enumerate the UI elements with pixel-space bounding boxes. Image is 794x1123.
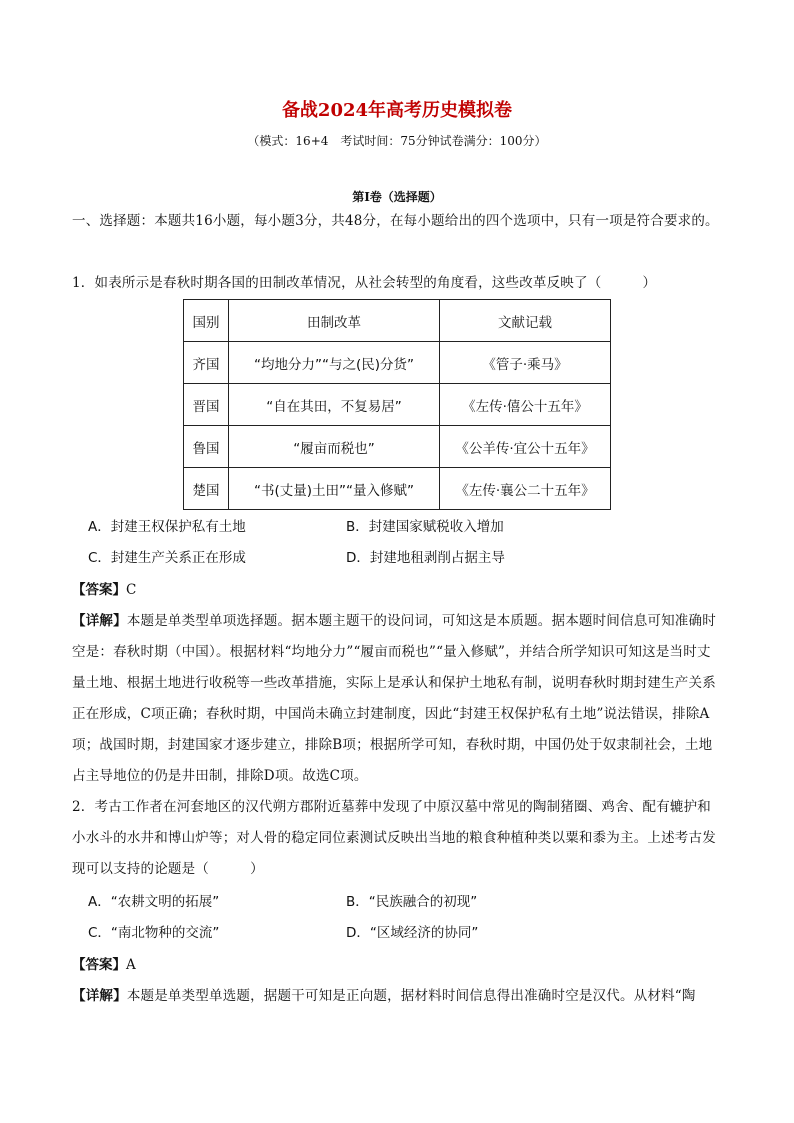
detail-label: 【详解】: [72, 613, 127, 629]
answer-label: 【答案】: [72, 957, 126, 973]
option-d[interactable]: D．封建地租剥削占据主导: [346, 550, 505, 566]
answer-value: C: [126, 582, 137, 598]
detail-text: 本题是单类型单选题，据题干可知是正向题，据材料时间信息得出准确时空是汉代。从材料“陶: [126, 988, 696, 1004]
exam-subtitle: （模式：16+4 考试时间：75分钟试卷满分：100分）: [247, 134, 547, 148]
table-header-cell: 文献记载: [440, 300, 611, 342]
option-b[interactable]: B．“民族融合的初现”: [346, 894, 478, 910]
exam-title: 备战2024年高考历史模拟卷: [281, 100, 513, 121]
section-instructions: 一、选择题：本题共16小题，每小题3分，共48分，在每小题给出的四个选项中，只有一项是符合要求的。: [72, 213, 719, 229]
table-cell: “均地分力”“与之(民)分货”: [229, 342, 440, 384]
section-title: 第I卷（选择题）: [352, 190, 442, 204]
table-cell: 齐国: [184, 342, 229, 384]
table-header-cell: 田制改革: [229, 300, 440, 342]
table-cell: 《左传·襄公二十五年》: [440, 468, 611, 510]
table-row: [184, 468, 611, 510]
table-cell: 晋国: [184, 384, 229, 426]
table-cell: 鲁国: [184, 426, 229, 468]
table-cell: 楚国: [184, 468, 229, 510]
option-a[interactable]: A．封建王权保护私有土地: [88, 519, 246, 535]
table-header-cell: 国别: [184, 300, 229, 342]
table-row: [184, 426, 611, 468]
detail-label: 【详解】: [72, 988, 127, 1004]
table-cell: 《左传·僖公十五年》: [440, 384, 611, 426]
detail-text: 本题是单类型单项选择题。据本题主题干的设问词，可知这是本质题。据本题时间信息可知准确时空是：春秋时期（中国）。根据材料“均地分力”“履亩而税也”“量入修赋”，并结合所学知识可知这是当时丈量土地、根据土地进行收税等一些改革措施，实际上是承认和保护土地私有制，说明春秋时期封建生产关系正在形成，C项正确；春秋时期，中国尚未确立封建制度，因此“封建王权保护私有土地”说法错误，排除A项；战国时期，封建国家才逐步建立，排除B项；根据所学可知，春秋时期，中国仍处于奴隶制社会，土地占主导地位的仍是井田制，排除D项。故选C项。: [72, 613, 716, 784]
table-cell: 《管子·乘马》: [440, 342, 611, 384]
table-header-row: [184, 300, 611, 342]
option-d[interactable]: D．“区域经济的协同”: [346, 925, 479, 941]
option-c[interactable]: C．“南北物种的交流”: [88, 925, 220, 941]
question-1-options: [88, 512, 724, 574]
question-2-detail: [72, 981, 724, 1012]
table-cell: “履亩而税也”: [229, 426, 440, 468]
land-reform-table: [183, 299, 611, 510]
question-2-stem: 2．考古工作者在河套地区的汉代朔方郡附近墓葬中发现了中原汉墓中常见的陶制猪圈、鸡舍、配有辘护和小水斗的水井和博山炉等；对人骨的稳定同位素测试反映出当地的粮食种植种类以粟和黍为主。上述考古发现可以支持的论题是（ ）: [72, 799, 716, 877]
table-cell: “书(丈量)土田”“量入修赋”: [229, 468, 440, 510]
option-b[interactable]: B．封建国家赋税收入增加: [346, 519, 504, 535]
option-a[interactable]: A．“农耕文明的拓展”: [88, 894, 220, 910]
table-cell: “自在其田，不复易居”: [229, 384, 440, 426]
question-1-detail: [72, 606, 724, 792]
table-cell: 《公羊传·宜公十五年》: [440, 426, 611, 468]
question-1-answer: [72, 575, 136, 606]
question-2-options: [88, 887, 724, 949]
answer-value: A: [126, 957, 136, 973]
option-c[interactable]: C．封建生产关系正在形成: [88, 550, 246, 566]
table-row: [184, 342, 611, 384]
question-2-answer: [72, 950, 136, 981]
answer-label: 【答案】: [72, 582, 126, 598]
question-1-stem: 1．如表所示是春秋时期各国的田制改革情况，从社会转型的角度看，这些改革反映了（ ）: [72, 275, 657, 291]
table-row: [184, 384, 611, 426]
